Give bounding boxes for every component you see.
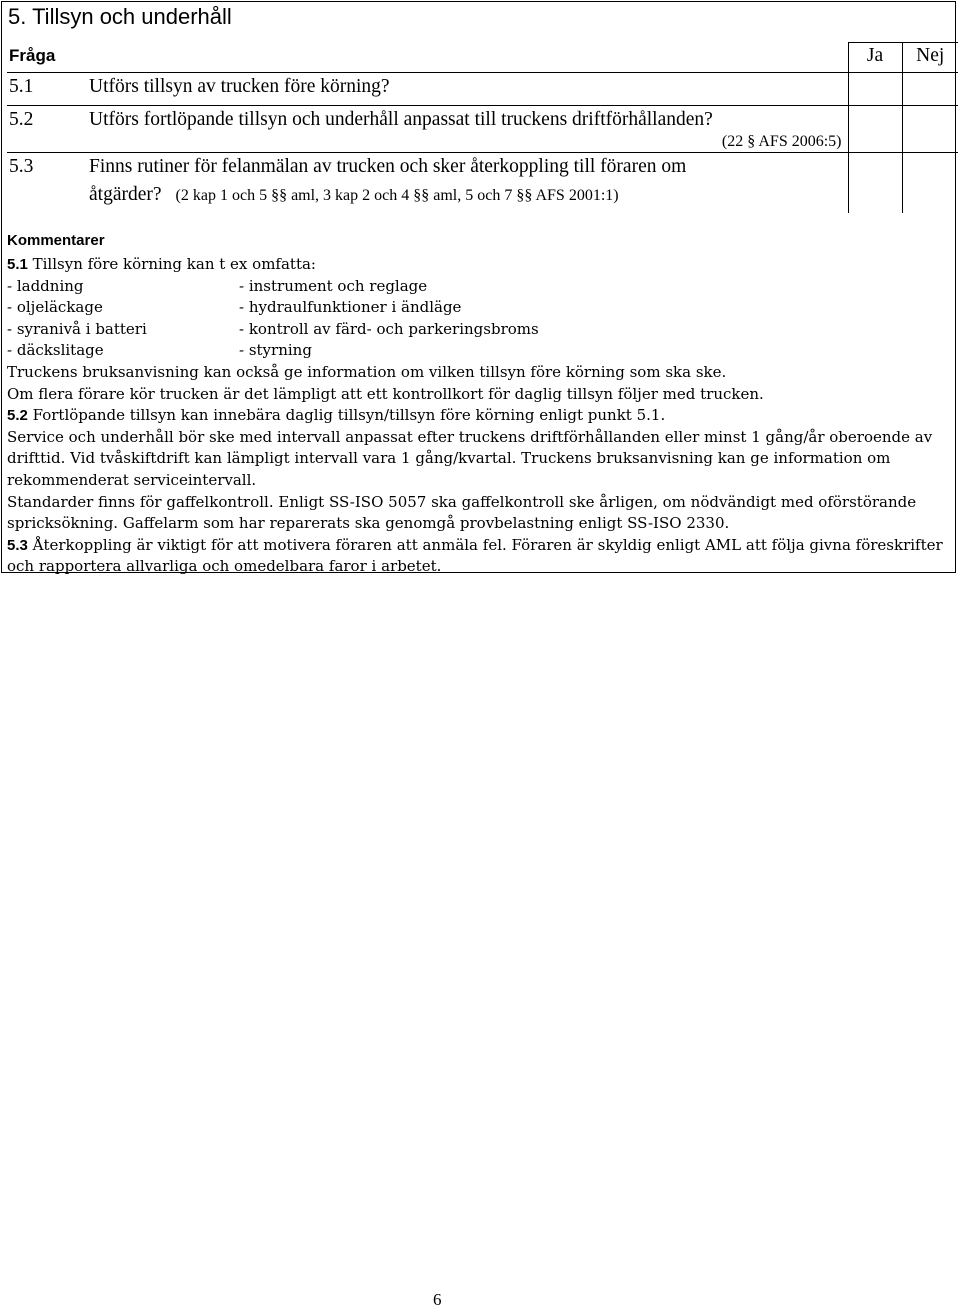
- list-item: [7, 319, 952, 341]
- inspection-item: - hydraulfunktioner i ändläge: [239, 298, 462, 317]
- question-number: 5.1: [9, 76, 34, 97]
- comment-paragraph: Om flera förare kör trucken är det lämpligt att ett kontrollkort för daglig tillsyn följer med trucken.: [7, 384, 764, 403]
- question-text: Utförs fortlöpande tillsyn och underhåll anpassat till truckens driftförhållanden?: [89, 109, 713, 130]
- question-table: [7, 42, 958, 213]
- no-column-header: Nej: [902, 43, 958, 73]
- inspection-item: - syranivå i batteri: [7, 319, 147, 338]
- table-row: [7, 153, 958, 214]
- section-title: 5. Tillsyn och underhåll: [8, 4, 232, 29]
- list-item: [7, 340, 952, 362]
- yes-checkbox[interactable]: [848, 106, 902, 153]
- table-header-row: [7, 43, 958, 73]
- inspection-item: - laddning: [7, 276, 84, 295]
- comment-ref-number: 5.3: [7, 536, 28, 554]
- question-text-continued: åtgärder?: [89, 184, 162, 205]
- comments-heading: Kommentarer: [7, 232, 105, 249]
- question-number: 5.2: [9, 109, 34, 130]
- comment-intro: [7, 254, 952, 276]
- legal-reference: (22 § AFS 2006:5): [721, 133, 842, 150]
- table-row: [7, 106, 958, 153]
- comment-paragraph: Truckens bruksanvisning kan också ge information om vilken tillsyn före körning som ska ske.: [7, 362, 727, 381]
- yes-checkbox[interactable]: [848, 153, 902, 214]
- comment-paragraph: [7, 405, 952, 427]
- question-number: 5.3: [9, 156, 34, 177]
- comment-paragraph: [7, 535, 952, 578]
- no-checkbox[interactable]: [902, 106, 958, 153]
- question-text: Finns rutiner för felanmälan av trucken och sker återkoppling till föraren om: [89, 156, 687, 177]
- question-column-header: Fråga: [9, 45, 56, 65]
- comment-text: Fortlöpande tillsyn kan innebära daglig tillsyn/tillsyn före körning enligt punkt 5.1.: [27, 406, 666, 425]
- comment-ref-number: 5.1: [7, 256, 28, 273]
- question-text: Utförs tillsyn av trucken före körning?: [89, 76, 390, 97]
- inspection-item: - styrning: [239, 341, 312, 360]
- legal-reference: (2 kap 1 och 5 §§ aml, 3 kap 2 och 4 §§ aml, 5 och 7 §§ AFS 2001:1): [175, 187, 619, 204]
- inspection-item: - instrument och reglage: [239, 276, 428, 295]
- comment-text: Tillsyn före körning kan t ex omfatta:: [27, 255, 316, 273]
- comment-paragraph: Standarder finns för gaffelkontroll. Enligt SS-ISO 5057 ska gaffelkontroll ske årligen, om nödvändigt med oförstörande spricksökning. Gaffelarm som har reparerats ska genomgå provbelastning enligt SS-ISO 2330.: [7, 492, 917, 533]
- list-item: [7, 297, 952, 319]
- comment-paragraph: Service och underhåll bör ske med intervall anpassat efter truckens driftförhållanden eller minst 1 gång/år oberoende av drifttid. Vid tvåskiftdrift kan lämpligt intervall vara 1 gång/kvartal. Truckens bruksanvisning kan ge information om rekommenderat serviceintervall.: [7, 427, 933, 489]
- inspection-item: - kontroll av färd- och parkeringsbroms: [239, 319, 539, 338]
- comment-ref-number: 5.2: [7, 407, 28, 425]
- no-checkbox[interactable]: [902, 153, 958, 214]
- comments-section: [7, 228, 952, 578]
- list-item: [7, 276, 952, 298]
- yes-column-header: Ja: [848, 43, 902, 73]
- no-checkbox[interactable]: [902, 73, 958, 106]
- comment-text: Återkoppling är viktigt för att motivera föraren att anmäla fel. Föraren är skyldig enligt AML att följa givna föreskrifter och rapportera allvarliga och omedelbara faror i arbetet.: [7, 535, 943, 576]
- table-row: [7, 73, 958, 106]
- yes-checkbox[interactable]: [848, 73, 902, 106]
- inspection-item: - oljeläckage: [7, 298, 103, 317]
- page-number: 6: [433, 1290, 442, 1309]
- inspection-item: - däckslitage: [7, 341, 104, 360]
